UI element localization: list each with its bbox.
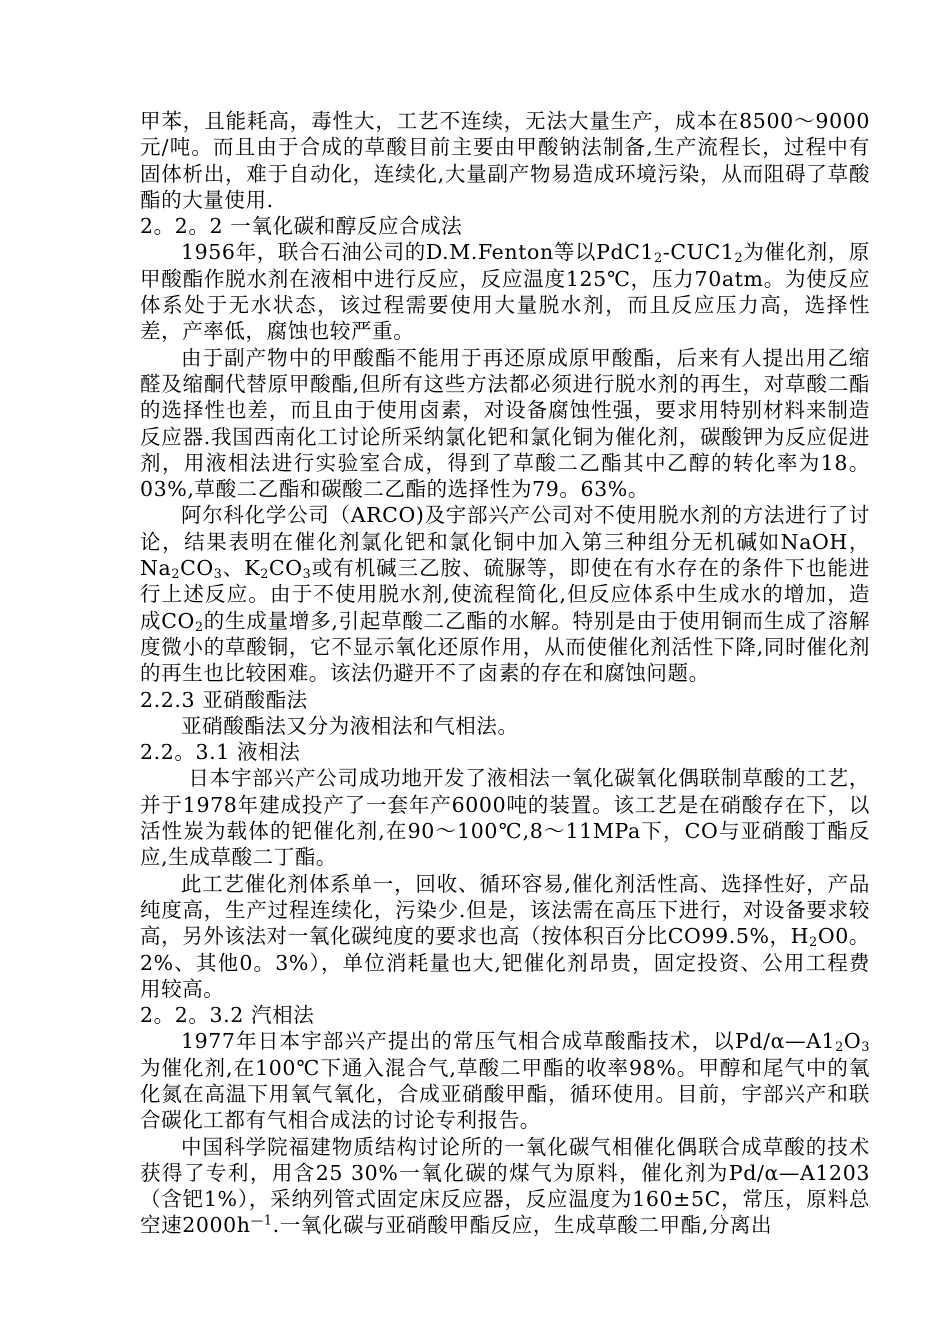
paragraph: 1977年日本宇部兴产提出的常压气相合成草酸酯技术，以$Pd/\alpha—A1_2O_3$为催化剂,在100℃下通入混合气,草酸二甲酯的收率98%。甲醇和尾气中的氧化氮在高温下用氧气氧化，合成亚硝酸甲酯，循环使用。目前，宇部兴产和联合碳化工都有气相合成法的讨论专利报告。 bbox=[140, 1029, 870, 1133]
paragraph: 由于副产物中的甲酸酯不能用于再还原成原甲酸酯，后来有人提出用乙缩醛及缩酮代替原甲酸酯,但所有这些方法都必须进行脱水剂的再生，对草酸二酯的选择性也差，而且由于使用卤素，对设备腐蚀性强，要求用特别材料来制造反应器.我国西南化工讨论所采纳氯化钯和氯化铜为催化剂，碳酸钾为反应促进剂，用液相法进行实验室合成，得到了草酸二乙酯其中乙醇的转化率为18。03%,草酸二乙酯和碳酸二乙酯的选择性为79。63%。 bbox=[140, 345, 870, 502]
paragraph: 甲苯，且能耗高，毒性大，工艺不连续，无法大量生产，成本在8500～9000元/吨。而且由于合成的草酸目前主要由甲酸钠法制备,生产流程长，过程中有固体析出，难于自动化，连续化,大量副产物易造成环境污染，从而阻碍了草酸酯的大量使用. bbox=[140, 109, 870, 212]
section-heading: 2。2。3.2 汽相法 bbox=[140, 1003, 315, 1028]
paragraph: 阿尔科化学公司（ARCO)及宇部兴产公司对不使用脱水剂的方法进行了讨论，结果表明在催化剂氯化钯和氯化铜中加入第三种组分无机碱如NaOH，$Na_2CO_3$、$K_2CO_3$或有机碱三乙胺、硫脲等，即使在有水存在的条件下也能进行上述反应。由于不使用脱水剂,使流程简化,但反应体系中生成水的增加，造成$CO_2$的生成量增多,引起草酸二乙酯的水解。特别是由于使用铜而生成了溶解度微小的草酸铜，它不显示氧化还原作用，从而使催化剂活性下降,同时催化剂的再生也比较困难。该法仍避开不了卤素的存在和腐蚀问题。 bbox=[140, 503, 870, 686]
paragraph: 亚硝酸酯法又分为液相法和气相法。 bbox=[181, 713, 519, 738]
paragraph: 此工艺催化剂体系单一，回收、循环容易,催化剂活性高、选择性好，产品纯度高，生产过程连续化，污染少.但是，该法需在高压下进行，对设备要求较高，另外该法对一氧化碳纯度的要求也高（按体积百分比CO99.5%，$H_2O0$。2%、其他0。3%），单位消耗量也大,钯催化剂昂贵，固定投资、公用工程费用较高。 bbox=[140, 871, 870, 1001]
paragraph: 中国科学院福建物质结构讨论所的一氧化碳气相催化偶联合成草酸的技术获得了专利，用含25 30%一氧化碳的煤气为原料，催化剂为Pd/α—A1203（含钯1%），采纳列管式固定床反应器，反应温度为160±5C，常压，原料总空速$2000h^{—1}$.一氧化碳与亚硝酸甲酯反应，生成草酸二甲酯,分离出 bbox=[140, 1134, 870, 1238]
section-heading: 2.2.3 亚硝酸酯法 bbox=[140, 687, 308, 712]
paragraph: 1956年，联合石油公司的D.M.Fenton等以$PdC1_2-CUC1_2$为催化剂，原甲酸酯作脱水剂在液相中进行反应，反应温度125℃，压力70atm。为使反应体系处于无水状态，该过程需要使用大量脱水剂，而且反应压力高，选择性差，产率低，腐蚀也较严重。 bbox=[140, 240, 870, 344]
document-body bbox=[140, 108, 870, 1239]
section-heading: 2.2。3.1 液相法 bbox=[140, 740, 301, 765]
section-heading: 2。2。2 一氧化碳和醇反应合成法 bbox=[140, 214, 463, 239]
paragraph: 日本宇部兴产公司成功地开发了液相法一氧化碳氧化偶联制草酸的工艺，并于1978年建成投产了一套年产6000吨的装置。该工艺是在硝酸存在下，以活性炭为载体的钯催化剂,在90～100℃,8～11MPa下，CO与亚硝酸丁酯反应,生成草酸二丁酯。 bbox=[140, 766, 870, 870]
